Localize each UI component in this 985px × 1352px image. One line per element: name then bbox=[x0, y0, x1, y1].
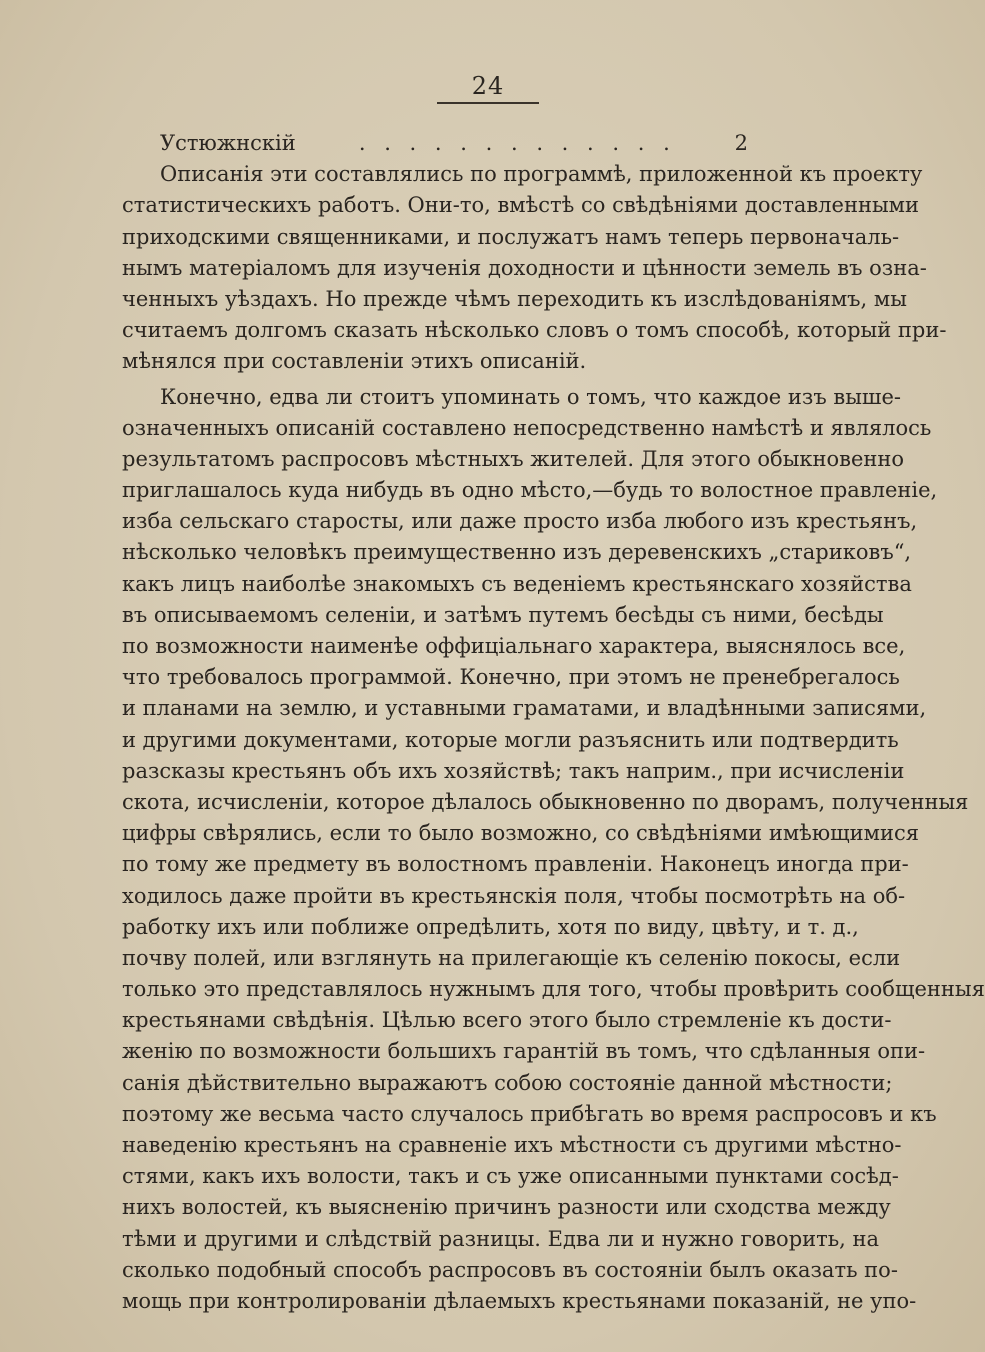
text-line: наведенію крестьянъ на сравненіе ихъ мѣстности съ другими мѣстно- bbox=[122, 1133, 902, 1157]
text-line: нихъ волостей, къ выясненію причинъ разности или сходства между bbox=[122, 1195, 891, 1220]
text-line: Конечно, едва ли стоитъ упоминать о томъ, что каждое изъ выше- bbox=[160, 384, 901, 409]
text-line: мѣнялся при составленіи этихъ описаній. bbox=[122, 349, 587, 374]
text-line: ченныхъ уѣздахъ. Но прежде чѣмъ переходить къ изслѣдованіямъ, мы bbox=[122, 286, 907, 311]
text-line: сколько подобный способъ распросовъ въ состояніи былъ оказать по- bbox=[122, 1257, 898, 1282]
text-line: разсказы крестьянъ объ ихъ хозяйствѣ; такъ наприм., при исчисленіи bbox=[122, 758, 905, 783]
text-line: цифры свѣрялись, если то было возможно, со свѣдѣніями имѣющимися bbox=[122, 821, 919, 846]
toc-entry-leader: . . . . . . . . . . . . . bbox=[358, 131, 676, 155]
text-line: результатомъ распросовъ мѣстныхъ жителей. Для этого обыкновенно bbox=[122, 446, 905, 471]
text-line: по тому же предмету въ волостномъ правленіи. Наконецъ иногда при- bbox=[122, 852, 909, 877]
text-line: приходскими священниками, и послужатъ намъ теперь первоначаль- bbox=[122, 224, 900, 249]
text-line: приглашалось куда нибудь въ одно мѣсто,—будь то волостное правленіе, bbox=[122, 478, 938, 503]
text-line: крестьянами свѣдѣнія. Цѣлью всего этого было стремленіе къ дости- bbox=[122, 1008, 892, 1033]
text-line: ходилось даже пройти въ крестьянскія поля, чтобы посмотрѣть на об- bbox=[122, 883, 906, 908]
text-line: статистическихъ работъ. Они-то, вмѣстѣ со свѣдѣніями доставленными bbox=[122, 193, 919, 218]
text-line: считаемъ долгомъ сказать нѣсколько словъ о томъ способѣ, который при- bbox=[122, 318, 947, 343]
paragraph-2 bbox=[122, 382, 985, 1318]
toc-entry-name: Устюжнскій bbox=[160, 131, 296, 155]
text-line: означенныхъ описаній составлено непосредственно намѣстѣ и являлось bbox=[122, 415, 932, 440]
page-number: 24 bbox=[471, 72, 505, 100]
text-line: скота, исчисленіи, которое дѣлалось обыкновенно по дворамъ, полученныя bbox=[122, 789, 969, 814]
text-line: изба сельскаго старосты, или даже просто изба любого изъ крестьянъ, bbox=[122, 509, 918, 534]
text-line: и другими документами, которые могли разъяснить или подтвердить bbox=[122, 727, 899, 752]
text-line: санія дѣйствительно выражаютъ собою состояніе данной мѣстности; bbox=[122, 1070, 893, 1095]
text-line: мощь при контролированіи дѣлаемыхъ крестьянами показаній, не упо- bbox=[122, 1288, 917, 1313]
text-line: и планами на землю, и уставными граматами, и владѣнными записями, bbox=[122, 696, 927, 721]
text-line: работку ихъ или поближе опредѣлить, хотя по виду, цвѣту, и т. д., bbox=[122, 914, 859, 939]
toc-entry bbox=[122, 128, 850, 159]
text-line: нѣсколько человѣкъ преимущественно изъ деревенскихъ „стариковъ“, bbox=[122, 540, 912, 565]
page-number-rule bbox=[437, 102, 539, 104]
text-line: почву полей, или взглянуть на прилегающіе къ селенію покосы, если bbox=[122, 945, 901, 970]
text-line: поэтому же весьма часто случалось прибѣгать во время распросовъ и къ bbox=[122, 1101, 937, 1126]
text-line: какъ лицъ наиболѣе знакомыхъ съ веденіемъ крестьянскаго хозяйства bbox=[122, 571, 912, 596]
text-line: только это представлялось нужнымъ для того, чтобы провѣрить сообщенныя bbox=[122, 977, 985, 1002]
text-line: по возможности наименѣе оффиціальнаго характера, выяснялось все, bbox=[122, 634, 906, 658]
toc-entry-value: 2 bbox=[734, 131, 748, 155]
text-line: нымъ матеріаломъ для изученія доходности и цѣнности земель въ озна- bbox=[122, 255, 927, 280]
text-line: женію по возможности большихъ гарантій въ томъ, что сдѣланныя опи- bbox=[122, 1039, 926, 1064]
text-line: тѣми и другими и слѣдствій разницы. Едва ли и нужно говорить, на bbox=[122, 1226, 880, 1251]
text-block bbox=[122, 128, 985, 1317]
text-line: что требовалось программой. Конечно, при этомъ не пренебрегалось bbox=[122, 665, 900, 690]
text-line: въ описываемомъ селеніи, и затѣмъ путемъ бесѣды съ ними, бесѣды bbox=[122, 602, 884, 627]
text-line: Описанія эти составлялись по программѣ, приложенной къ проекту bbox=[160, 162, 923, 187]
paragraph-1 bbox=[122, 159, 947, 377]
text-line: стями, какъ ихъ волости, такъ и съ уже описанными пунктами сосѣд- bbox=[122, 1164, 899, 1189]
